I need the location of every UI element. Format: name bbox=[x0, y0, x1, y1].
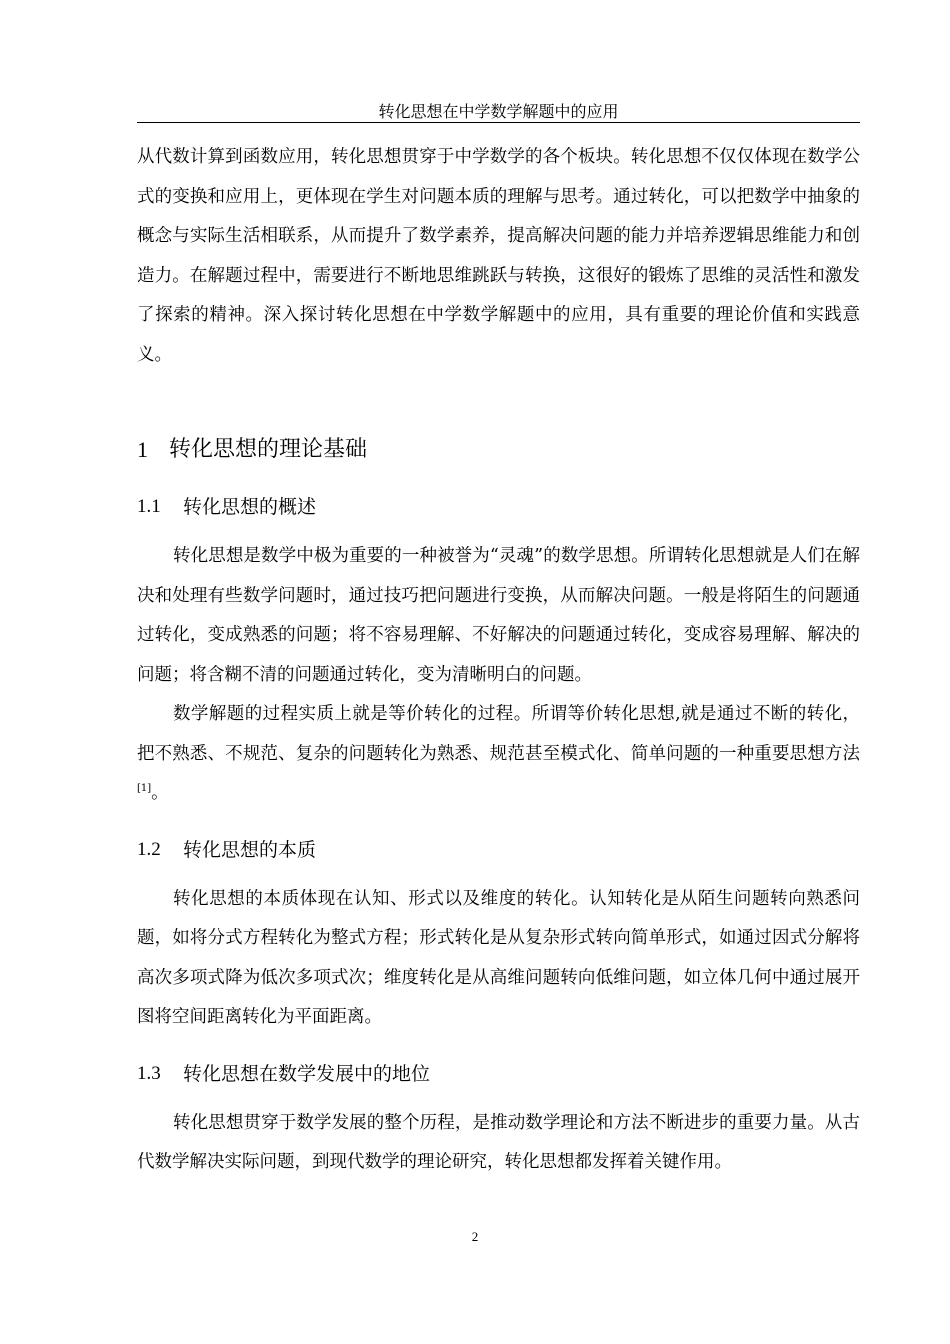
intro-paragraph: 从代数计算到函数应用，转化思想贯穿于中学数学的各个板块。转化思想不仅仅体现在数学公式的变换和应用上，更体现在学生对问题本质的理解与思考。通过转化，可以把数学中抽象的概念与实际生活相联系，从而提升了数学素养，提高解决问题的能力并培养逻辑思维能力和创造力。在解题过程中，需要进行不断地思维跳跃与转换，这很好的锻炼了思维的灵活性和激发了探索的精神。深入探讨转化思想在中学数学解题中的应用，具有重要的理论价值和实践意义。 bbox=[137, 147, 860, 365]
running-header-title: 转化思想在中学数学解题中的应用 bbox=[378, 102, 619, 121]
subsection-number: 1.3 bbox=[137, 1062, 161, 1084]
citation-marker[interactable]: [1] bbox=[137, 783, 152, 794]
section-title: 转化思想的理论基础 bbox=[169, 437, 368, 462]
document-body bbox=[137, 138, 860, 1183]
subsection-title: 转化思想的概述 bbox=[183, 496, 317, 518]
section-number: 1 bbox=[137, 437, 148, 462]
page-number: 2 bbox=[471, 1229, 479, 1244]
paragraph-end-punct: 。 bbox=[151, 783, 169, 803]
subsection-title: 转化思想的本质 bbox=[183, 838, 317, 861]
subsection-title: 转化思想在数学发展中的地位 bbox=[183, 1062, 431, 1085]
paragraph-1-2: 转化思想的本质体现在认知、形式以及维度的转化。认知转化是从陌生问题转向熟悉问题，如将分式方程转化为整式方程；形式转化是从复杂形式转向简单形式，如通过因式分解将高次多项式降为低次多项式次；维度转化是从高维问题转向低维问题，如立体几何中通过展开图将空间距离转化为平面距离。 bbox=[137, 888, 860, 1027]
subsection-heading-1-1 bbox=[137, 487, 860, 527]
subsection-number: 1.2 bbox=[137, 838, 161, 860]
subsection-number: 1.1 bbox=[137, 496, 161, 517]
paragraph-text: 数学解题的过程实质上就是等价转化的过程。所谓等价转化思想,就是通过不断的转化，把不熟悉、不规范、复杂的问题转化为熟悉、规范甚至模式化、简单问题的一种重要思想方法 bbox=[137, 704, 860, 764]
header-divider bbox=[137, 122, 860, 123]
paragraph-1-3: 转化思想贯穿于数学发展的整个历程，是推动数学理论和方法不断进步的重要力量。从古代数学解决实际问题，到现代数学的理论研究，转化思想都发挥着关键作用。 bbox=[137, 1112, 860, 1172]
subsection-heading-1-2 bbox=[137, 830, 860, 870]
paragraph-1-1-b bbox=[137, 695, 860, 814]
section-heading-1 bbox=[137, 425, 860, 475]
paragraph-1-1-a: 转化思想是数学中极为重要的一种被誉为“灵魂”的数学思想。所谓转化思想就是人们在解决和处理有些数学问题时，通过技巧把问题进行变换，从而解决问题。一般是将陌生的问题通过转化，变成熟悉的问题；将不容易理解、不好解决的问题通过转化，变成容易理解、解决的问题；将含糊不清的问题通过转化，变为清晰明白的问题。 bbox=[137, 546, 860, 685]
subsection-heading-1-3 bbox=[137, 1054, 860, 1094]
